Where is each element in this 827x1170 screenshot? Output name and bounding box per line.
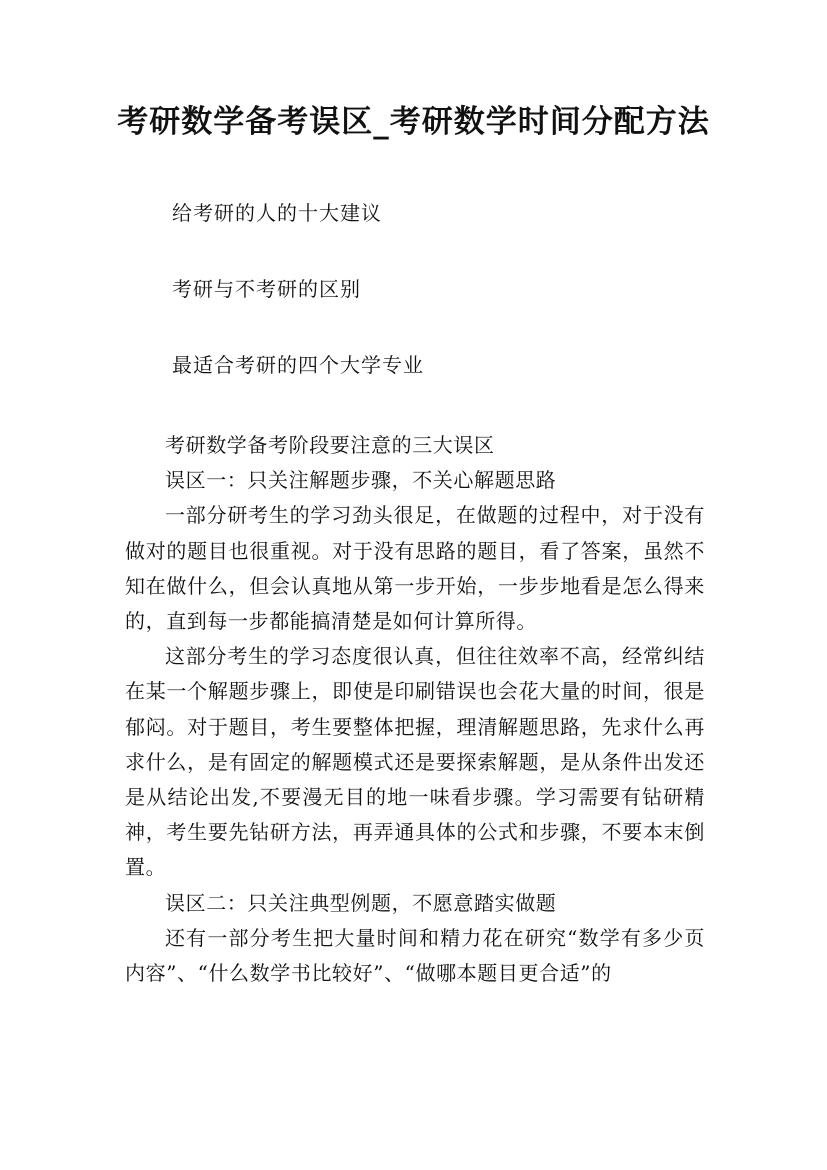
subsection-heading: 误区一：只关注解题步骤，不关心解题思路	[165, 468, 557, 493]
related-link-majors[interactable]: 最适合考研的四个大学专业	[172, 353, 424, 377]
page-title: 考研数学备考误区_考研数学时间分配方法	[117, 104, 710, 140]
body-paragraph: 一部分研考生的学习劲头很足，在做题的过程中，对于没有做对的题目也很重视。对于没有思路的题目，看了答案，虽然不知在做什么，但会认真地从第一步开始，一步步地看是怎么得来的，直到每一步都能搞清楚是如何计算所得。	[125, 503, 705, 634]
related-link-ten-suggestions[interactable]: 给考研的人的十大建议	[172, 201, 382, 225]
subsection-heading: 误区二：只关注典型例题，不愿意踏实做题	[165, 890, 557, 915]
article-body	[125, 428, 705, 991]
section-heading: 考研数学备考阶段要注意的三大误区	[165, 433, 495, 457]
body-paragraph: 这部分考生的学习态度很认真，但往往效率不高，经常纠结在某一个解题步骤上，即使是印刷错误也会花大量的时间，很是郁闷。对于题目，考生要整体把握，理清解题思路，先求什么再求什么，是有固定的解题模式还是要探索解题，是从条件出发还是从结论出发,不要漫无目的地一味看步骤。学习需要有钻研精神，考生要先钻研方法，再弄通具体的公式和步骤，不要本末倒置。	[125, 644, 705, 880]
related-link-difference[interactable]: 考研与不考研的区别	[172, 277, 361, 301]
body-paragraph: 还有一部分考生把大量时间和精力花在研究“数学有多少页内容”、“什么数学书比较好”、“做哪本题目更合适”的	[125, 925, 705, 986]
